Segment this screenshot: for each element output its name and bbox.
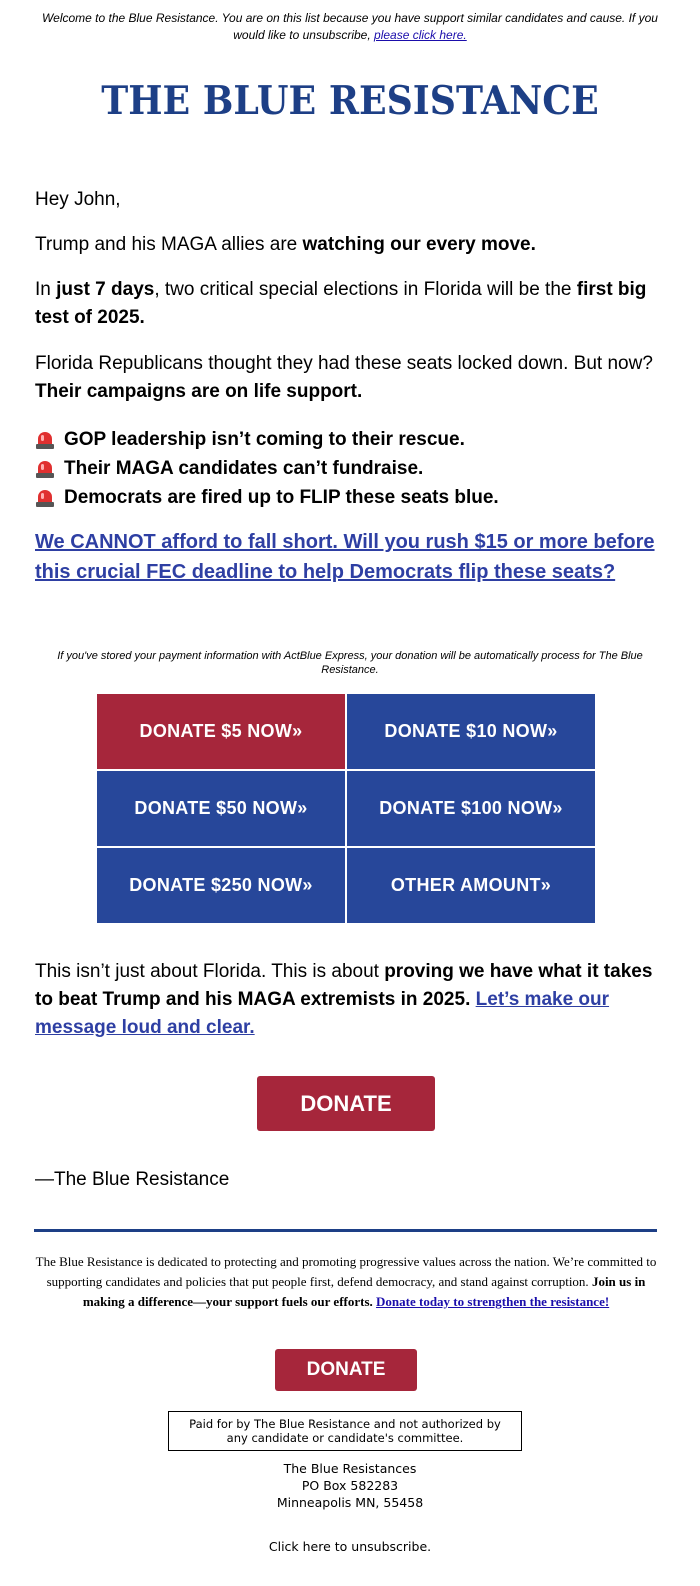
- logo: THE BLUE RESISTANCE: [101, 78, 599, 124]
- donate-50-button[interactable]: DONATE $50 NOW»: [97, 771, 345, 846]
- paragraph-proving: [35, 958, 665, 1042]
- paragraph-text: This isn’t just about Florida. This is about: [35, 961, 385, 982]
- preheader-text: Welcome to the Blue Resistance. You are on this list because you have support similar candidates and cause. If you would like to unsubscribe,: [42, 11, 658, 42]
- message-loud-link[interactable]: Let’s make our message loud and clear.: [35, 989, 610, 1038]
- paragraph-life-support: [35, 350, 665, 406]
- paragraph-bold: just 7 days: [56, 279, 155, 300]
- list-item-text: Democrats are fired up to FLIP these seats blue.: [64, 486, 499, 508]
- actblue-note: If you've stored your payment information with ActBlue Express, your donation will be automatically process for The Blue Resistance.: [57, 650, 643, 676]
- paragraph-text: , two critical special elections in Florida will be the: [154, 279, 577, 300]
- address-line: Minneapolis MN, 55458: [276, 1495, 424, 1510]
- list-item-text: GOP leadership isn’t coming to their rescue.: [64, 428, 465, 450]
- siren-icon: [35, 460, 55, 478]
- cta-paragraph: [35, 527, 665, 587]
- paid-for-disclaimer: Paid for by The Blue Resistance and not authorized by any candidate or candidate's committee.: [168, 1411, 522, 1451]
- paragraph-bold: first big test of 2025.: [35, 279, 647, 328]
- paragraph-bold: Their campaigns are on life support.: [35, 381, 363, 402]
- paragraph-bold: proving we have what it takes to beat Trump and his MAGA extremists in 2025.: [35, 961, 653, 1010]
- preheader-unsubscribe-link[interactable]: please click here.: [374, 28, 467, 42]
- paragraph-text: In: [35, 279, 57, 300]
- paragraph-special-elections: [35, 276, 665, 332]
- footer-divider: [34, 1229, 657, 1232]
- donate-5-button[interactable]: DONATE $5 NOW»: [97, 694, 345, 769]
- siren-icon: [35, 489, 55, 507]
- footer-unsubscribe-link[interactable]: Click here to unsubscribe.: [268, 1539, 432, 1554]
- mailing-address: [0, 1460, 700, 1511]
- footer-text: The Blue Resistance is dedicated to protecting and promoting progressive values across the nation. We’re committed to supporting candidates and policies that put people first, defend democracy, and stand against corruption.: [35, 1254, 657, 1289]
- list-item: [35, 425, 665, 454]
- donate-button-grid: [97, 694, 595, 922]
- footer-donate-button[interactable]: DONATE: [275, 1349, 417, 1391]
- preheader: [40, 10, 660, 44]
- footer-about: [35, 1252, 657, 1312]
- list-item: [35, 454, 665, 483]
- other-amount-button[interactable]: OTHER AMOUNT»: [347, 848, 595, 923]
- donate-100-button[interactable]: DONATE $100 NOW»: [347, 771, 595, 846]
- paragraph-bold: watching our every move.: [302, 234, 536, 255]
- donate-main-button[interactable]: DONATE: [257, 1076, 435, 1131]
- paragraph-text: Trump and his MAGA allies are: [35, 234, 303, 255]
- list-item: [35, 483, 665, 512]
- bullet-list: [35, 425, 665, 512]
- donate-250-button[interactable]: DONATE $250 NOW»: [97, 848, 345, 923]
- cta-donate-link[interactable]: We CANNOT afford to fall short. Will you rush $15 or more before this crucial FEC deadline to help Democrats flip these seats?: [35, 531, 655, 583]
- paragraph-watching: [35, 231, 665, 259]
- footer-bold: Join us in making a difference—your support fuels our efforts.: [82, 1274, 646, 1309]
- signoff: —The Blue Resistance: [35, 1169, 230, 1190]
- address-line: PO Box 582283: [301, 1478, 399, 1493]
- siren-icon: [35, 431, 55, 449]
- footer-donate-link[interactable]: Donate today to strengthen the resistance!: [376, 1294, 610, 1309]
- donate-10-button[interactable]: DONATE $10 NOW»: [347, 694, 595, 769]
- address-line: The Blue Resistances: [283, 1461, 417, 1476]
- greeting: Hey John,: [35, 189, 121, 210]
- paragraph-text: Florida Republicans thought they had these seats locked down. But now?: [35, 353, 653, 374]
- list-item-text: Their MAGA candidates can’t fundraise.: [64, 457, 424, 479]
